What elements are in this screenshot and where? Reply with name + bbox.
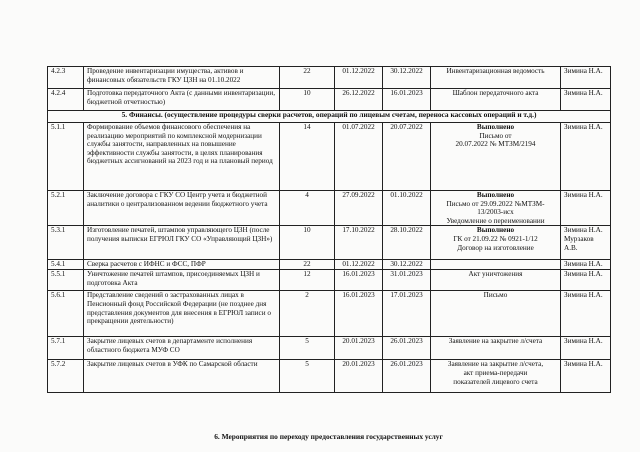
duration-days: 4 bbox=[280, 191, 335, 226]
table-row bbox=[48, 360, 611, 393]
item-number: 4.2.4 bbox=[48, 89, 84, 111]
result-cell bbox=[431, 123, 561, 191]
item-number: 5.5.1 bbox=[48, 270, 84, 291]
table-row bbox=[48, 260, 611, 270]
duration-days: 22 bbox=[280, 260, 335, 270]
section-5-title: 5. Финансы. (осуществление процедуры сверки расчетов, операций по лицевым счетам, переноса кассовых операций и т.д.) bbox=[48, 111, 611, 123]
plan-table bbox=[47, 66, 611, 393]
end-date: 28.10.2022 bbox=[383, 226, 431, 260]
item-number: 5.7.2 bbox=[48, 360, 84, 393]
result-cell bbox=[431, 360, 561, 393]
end-date: 16.01.2023 bbox=[383, 89, 431, 111]
duration-days: 12 bbox=[280, 270, 335, 291]
responsible-person: Зимина Н.А. bbox=[561, 191, 611, 226]
task-description: Сверка расчетов с ИФНС и ФСС, ПФР bbox=[84, 260, 280, 270]
duration-days: 22 bbox=[280, 67, 335, 89]
duration-days: 2 bbox=[280, 291, 335, 337]
result-line: Заявление на закрытие л/счета, bbox=[447, 360, 544, 369]
result-line: показателей лицевого счета bbox=[453, 377, 538, 386]
task-description: Подготовка передаточного Акта (с данными инвентаризации, бюджетной отчетностью) bbox=[84, 89, 280, 111]
task-description: Закрытие лицевых счетов в департаменте исполнения областного бюджета МУФ СО bbox=[84, 337, 280, 360]
start-date: 16.01.2023 bbox=[335, 291, 383, 337]
duration-days: 10 bbox=[280, 226, 335, 260]
result-line: Письмо bbox=[483, 291, 508, 300]
task-description: Формирование объемов финансового обеспечения на реализацию мероприятий по комплексной модернизации службы занятости, направленных на повышение эффективности службы занятости, в целях планирования бюджетных ассигнований на 2023 год и на плановый период bbox=[84, 123, 280, 191]
table-row bbox=[48, 337, 611, 360]
duration-days: 5 bbox=[280, 337, 335, 360]
result-line: акт приема-передачи bbox=[463, 368, 528, 377]
result-line: Инвентаризационная ведомость bbox=[446, 67, 545, 75]
item-number: 5.6.1 bbox=[48, 291, 84, 337]
table-row bbox=[48, 226, 611, 260]
result-cell bbox=[431, 337, 561, 360]
table-row bbox=[48, 291, 611, 337]
responsible-person: Зимина Н.А. bbox=[561, 67, 611, 89]
duration-days: 10 bbox=[280, 89, 335, 111]
task-description: Закрытие лицевых счетов в УФК по Самарской области bbox=[84, 360, 280, 393]
responsible-person: Зимина Н.А. bbox=[561, 123, 611, 191]
task-description: Уничтожение печатей штампов, присоединяемых ЦЗН и подготовка Акта bbox=[84, 270, 280, 291]
task-description: Представление сведений о застрахованных лицах в Пенсионный фонд Российской Федерации (не позднее дня представления документов для внесения в ЕГРЮЛ записи о прекращении деятельности) bbox=[84, 291, 280, 337]
status-text: Выполнено bbox=[476, 226, 515, 235]
responsible-person: Зимина Н.А. bbox=[561, 260, 611, 270]
end-date: 01.10.2022 bbox=[383, 191, 431, 226]
result-cell bbox=[431, 89, 561, 111]
start-date: 20.01.2023 bbox=[335, 360, 383, 393]
result-line: 13/2003-исх bbox=[477, 208, 514, 217]
responsible-person: Зимина Н.А. bbox=[561, 89, 611, 111]
responsible-person: Зимина Н.А. bbox=[561, 337, 611, 360]
item-number: 5.4.1 bbox=[48, 260, 84, 270]
responsible-person: Зимина Н.А. bbox=[561, 360, 611, 393]
result-cell bbox=[431, 270, 561, 291]
section-6-title: 6. Мероприятия по переходу предоставления государственных услуг bbox=[214, 432, 443, 441]
table-row bbox=[48, 123, 611, 191]
start-date: 16.01.2023 bbox=[335, 270, 383, 291]
start-date: 01.07.2022 bbox=[335, 123, 383, 191]
start-date: 01.12.2022 bbox=[335, 67, 383, 89]
end-date: 26.01.2023 bbox=[383, 360, 431, 393]
item-number: 5.2.1 bbox=[48, 191, 84, 226]
result-line: 20.07.2022 № МТЗМ/2194 bbox=[455, 140, 536, 149]
result-line: Письмо от 29.09.2022 №МТЗМ- bbox=[446, 199, 545, 208]
result-cell bbox=[431, 67, 561, 89]
duration-days: 14 bbox=[280, 123, 335, 191]
start-date: 27.09.2022 bbox=[335, 191, 383, 226]
result-line: Уведомление о переименовании bbox=[446, 216, 545, 225]
status-text: Выполнено bbox=[476, 123, 515, 131]
table-row bbox=[48, 67, 611, 89]
start-date: 01.12.2022 bbox=[335, 260, 383, 270]
task-description: Изготовление печатей, штампов управляющего ЦЗН (после получения выписки ЕГРЮЛ ГКУ СО «Управляющий ЦЗН») bbox=[84, 226, 280, 260]
end-date: 30.12.2022 bbox=[383, 67, 431, 89]
result-line: Шаблон передаточного акта bbox=[452, 89, 539, 97]
item-number: 5.1.1 bbox=[48, 123, 84, 191]
end-date: 31.01.2023 bbox=[383, 270, 431, 291]
end-date: 26.01.2023 bbox=[383, 337, 431, 360]
responsible-person: Зимина Н.А. Мурзаков А.В. bbox=[561, 226, 611, 260]
result-line: Договор на изготовление bbox=[457, 243, 534, 252]
result-line: ГК от 21.09.22 № 0921-1/12 bbox=[453, 234, 538, 243]
table-row bbox=[48, 89, 611, 111]
end-date: 30.12.2022 bbox=[383, 260, 431, 270]
result-cell bbox=[431, 291, 561, 337]
item-number: 4.2.3 bbox=[48, 67, 84, 89]
start-date: 20.01.2023 bbox=[335, 337, 383, 360]
result-cell bbox=[431, 226, 561, 260]
responsible-person: Зимина Н.А. bbox=[561, 270, 611, 291]
start-date: 17.10.2022 bbox=[335, 226, 383, 260]
result-line: Акт уничтожения bbox=[468, 270, 523, 279]
result-line: Заявление на закрытие л/счета bbox=[448, 337, 543, 346]
table-row bbox=[48, 270, 611, 291]
section-header-row bbox=[48, 111, 611, 123]
end-date: 17.01.2023 bbox=[383, 291, 431, 337]
item-number: 5.3.1 bbox=[48, 226, 84, 260]
end-date: 20.07.2022 bbox=[383, 123, 431, 191]
task-description: Проведение инвентаризации имущества, активов и финансовых обязательств ГКУ ЦЗН на 01.10.2022 bbox=[84, 67, 280, 89]
start-date: 26.12.2022 bbox=[335, 89, 383, 111]
result-cell bbox=[431, 260, 561, 270]
responsible-person: Зимина Н.А. bbox=[561, 291, 611, 337]
result-cell bbox=[431, 191, 561, 226]
table-row bbox=[48, 191, 611, 226]
task-description: Заключение договора с ГКУ СО Центр учета и бюджетной аналитики о централизованном ведении бюджетного учета bbox=[84, 191, 280, 226]
item-number: 5.7.1 bbox=[48, 337, 84, 360]
duration-days: 5 bbox=[280, 360, 335, 393]
result-line: Письмо от bbox=[479, 131, 512, 140]
status-text: Выполнено bbox=[476, 191, 515, 199]
